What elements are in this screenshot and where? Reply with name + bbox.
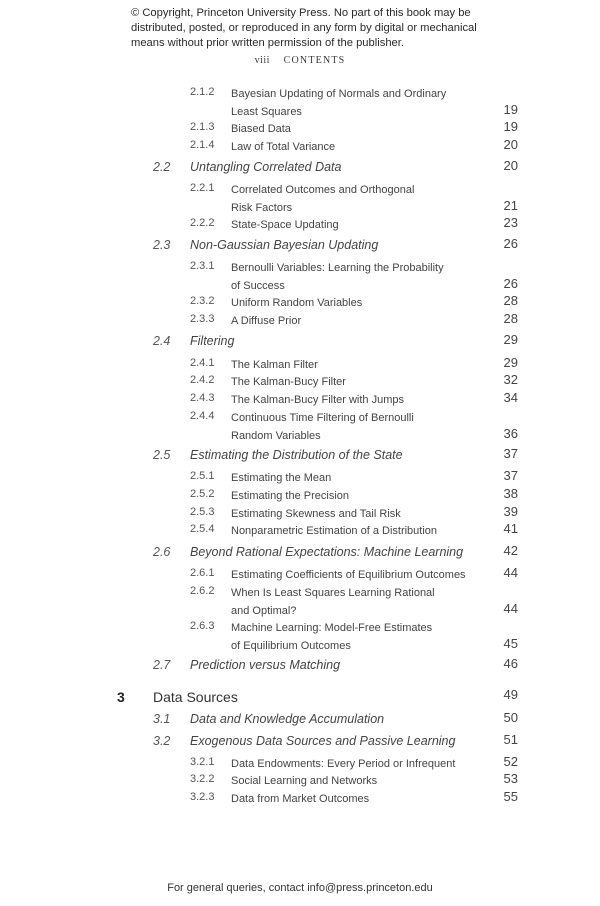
toc-entry-title <box>231 567 466 585</box>
page-number: viii <box>254 55 270 66</box>
toc-entry-title-line: When Is Least Squares Learning Rational <box>231 587 435 599</box>
toc-entry-title <box>190 712 384 726</box>
toc-entry-title <box>231 773 377 791</box>
toc-entry-title-line: Data Endowments: Every Period or Infrequent <box>231 758 456 770</box>
section-label: CONTENTS <box>283 55 346 66</box>
toc-entry-title <box>231 470 331 488</box>
toc-entry-page: 53 <box>503 771 518 786</box>
toc-entry-title <box>231 506 401 524</box>
toc-entry-number: 2.2.2 <box>190 217 215 229</box>
toc-entry-title <box>231 121 291 139</box>
toc-entry-number: 2.3.3 <box>190 313 215 325</box>
toc-entry-title-line: Machine Learning: Model-Free Estimates <box>231 622 433 634</box>
toc-entry-title-line: Bayesian Updating of Normals and Ordinary <box>231 88 447 100</box>
toc-entry-number: 2.3.1 <box>190 260 215 272</box>
toc-entry-title-line: Uniform Random Variables <box>231 297 363 309</box>
toc-entry-page: 44 <box>503 565 518 580</box>
toc-entry-page: 20 <box>503 137 518 152</box>
toc-entry-title-line: Estimating the Distribution of the State <box>190 448 403 462</box>
toc-entry-title <box>190 658 340 672</box>
toc-entry-title-line: Data from Market Outcomes <box>231 793 370 805</box>
toc-entry-number: 3 <box>117 689 125 705</box>
toc-entry-page: 26 <box>503 236 518 251</box>
toc-entry-number: 2.2 <box>153 160 171 174</box>
toc-entry-title-line: Data and Knowledge Accumulation <box>190 712 385 726</box>
toc-entry-page: 39 <box>503 504 518 519</box>
toc-entry-title-line: The Kalman-Bucy Filter <box>231 376 346 388</box>
toc-entry-title-line: Nonparametric Estimation of a Distribution <box>231 525 438 537</box>
toc-entry-number: 2.5.2 <box>190 488 215 500</box>
toc-entry-number: 2.1.4 <box>190 139 215 151</box>
toc-entry-number: 3.1 <box>153 712 171 726</box>
toc-entry-page: 32 <box>503 372 518 387</box>
toc-entry-page: 50 <box>503 710 518 725</box>
toc-entry-title <box>231 357 318 375</box>
toc-entry-title-line: Bernoulli Variables: Learning the Probability <box>231 262 444 274</box>
toc-entry-number: 2.1.2 <box>190 86 215 98</box>
toc-entry-title-line: Estimating the Precision <box>231 490 349 502</box>
toc-entry-title-line: Prediction versus Matching <box>190 658 341 672</box>
toc-entry-title-line: Risk Factors <box>231 201 293 214</box>
toc-entry-page: 23 <box>503 215 518 230</box>
toc-entry-page: 19 <box>503 119 518 134</box>
toc-entry-title-line: Social Learning and Networks <box>231 775 378 787</box>
toc-entry-number: 2.5.3 <box>190 506 215 518</box>
footer-contact: For general queries, contact info@press.princeton.edu <box>167 882 433 894</box>
toc-entry-number: 2.1.3 <box>190 121 215 133</box>
toc-entry-title <box>190 545 463 559</box>
toc-entry-number: 2.6.2 <box>190 585 215 597</box>
copyright-notice: © Copyright, Princeton University Press. No part of this book may be distributed, posted, or reproduced in any form by digital or mechanical means without prior written permission of the publisher. <box>131 7 477 49</box>
toc-entry-page: 42 <box>503 543 518 558</box>
toc-entry-title-line: Beyond Rational Expectations: Machine Learning <box>190 545 464 559</box>
toc-entry-page: 19 <box>503 102 518 117</box>
toc-entry-title-line: State-Space Updating <box>231 219 339 231</box>
toc-entry-number: 2.5.4 <box>190 523 215 535</box>
toc-entry-page: 51 <box>503 732 518 747</box>
toc-entry-title-line: Law of Total Variance <box>231 141 336 153</box>
toc-entry-number: 2.4.2 <box>190 374 215 386</box>
toc-entry-page: 26 <box>503 276 518 291</box>
toc-entry-title-line: and Optimal? <box>231 604 297 617</box>
toc-entry-page: 37 <box>503 468 518 483</box>
toc-entry-title-line: Estimating the Mean <box>231 472 332 484</box>
toc-entry-number: 2.4.1 <box>190 357 215 369</box>
toc-entry-title <box>231 313 301 331</box>
toc-entry-title <box>231 585 435 620</box>
toc-entry-title-line: Random Variables <box>231 429 321 442</box>
toc-entry-title-line: A Diffuse Prior <box>231 315 302 327</box>
toc-entry-title-line: Data Sources <box>153 689 238 705</box>
toc-entry-title <box>231 620 432 655</box>
toc-entry-title-line: Continuous Time Filtering of Bernoulli <box>231 412 414 424</box>
toc-entry-title-line: Untangling Correlated Data <box>190 160 342 174</box>
toc-entry-page: 38 <box>503 486 518 501</box>
toc-entry-number: 3.2 <box>153 734 171 748</box>
toc-entry-page: 37 <box>503 446 518 461</box>
toc-entry-number: 2.5.1 <box>190 470 215 482</box>
toc-entry-number: 2.5 <box>153 448 171 462</box>
toc-entry-page: 44 <box>503 601 518 616</box>
toc-entry-number: 2.3 <box>153 238 171 252</box>
toc-entry-title <box>231 523 437 541</box>
toc-entry-page: 28 <box>503 311 518 326</box>
toc-entry-title <box>231 488 349 506</box>
toc-entry-title-line: of Equilibrium Outcomes <box>231 639 351 652</box>
toc-entry-number: 3.2.2 <box>190 773 215 785</box>
toc-entry-page: 21 <box>503 198 518 213</box>
toc-entry-title <box>190 448 403 462</box>
toc-entry-page: 52 <box>503 754 518 769</box>
toc-entry-title <box>231 86 446 121</box>
toc-entry-title <box>190 334 234 348</box>
toc-entry-title <box>231 791 369 809</box>
toc-entry-title-line: Correlated Outcomes and Orthogonal <box>231 184 415 196</box>
toc-entry-number: 2.2.1 <box>190 182 215 194</box>
toc-entry-title <box>231 182 414 217</box>
toc-entry-title <box>231 139 335 157</box>
toc-entry-number: 2.6.3 <box>190 620 215 632</box>
toc-entry-number: 2.4.3 <box>190 392 215 404</box>
toc-entry-title-line: The Kalman-Bucy Filter with Jumps <box>231 394 404 406</box>
toc-entry-number: 2.3.2 <box>190 295 215 307</box>
toc-entry-page: 28 <box>503 293 518 308</box>
toc-entry-title-line: Non-Gaussian Bayesian Updating <box>190 238 379 252</box>
toc-entry-title <box>153 689 238 705</box>
toc-entry-title-line: Estimating Skewness and Tail Risk <box>231 508 401 520</box>
toc-entry-title <box>231 756 455 774</box>
toc-entry-title <box>231 295 362 313</box>
toc-entry-title <box>190 160 341 174</box>
toc-entry-page: 49 <box>503 687 518 702</box>
toc-entry-title-line: of Success <box>231 279 285 292</box>
toc-entry-page: 36 <box>503 426 518 441</box>
toc-entry-title-line: Filtering <box>190 334 235 348</box>
toc-entry-title <box>231 374 346 392</box>
toc-entry-page: 41 <box>503 521 518 536</box>
toc-entry-title <box>190 734 455 748</box>
toc-entry-title-line: Estimating Coefficients of Equilibrium Outcomes <box>231 569 466 581</box>
toc-entry-page: 29 <box>503 355 518 370</box>
toc-entry-title <box>231 217 339 235</box>
toc-entry-number: 3.2.1 <box>190 756 215 768</box>
toc-entry-number: 3.2.3 <box>190 791 215 803</box>
toc-entry-number: 2.6.1 <box>190 567 215 579</box>
toc-entry-title-line: Exogenous Data Sources and Passive Learning <box>190 734 456 748</box>
toc-entry-number: 2.4 <box>153 334 171 348</box>
toc-entry-page: 45 <box>503 636 518 651</box>
toc-entry-page: 55 <box>503 789 518 804</box>
toc-entry-number: 2.7 <box>153 658 171 672</box>
toc-entry-page: 29 <box>503 332 518 347</box>
running-head <box>0 55 600 66</box>
toc-entry-number: 2.6 <box>153 545 171 559</box>
toc-entry-page: 34 <box>503 390 518 405</box>
toc-entry-page: 46 <box>503 656 518 671</box>
toc-entry-title-line: Least Squares <box>231 105 302 118</box>
toc-entry-title <box>231 392 404 410</box>
toc-entry-title-line: Biased Data <box>231 123 291 135</box>
toc-entry-number: 2.4.4 <box>190 410 215 422</box>
toc-entry-title <box>231 260 444 295</box>
toc-entry-title <box>231 410 414 445</box>
toc-entry-page: 20 <box>503 158 518 173</box>
toc-entry-title-line: The Kalman Filter <box>231 359 318 371</box>
toc-entry-title <box>190 238 378 252</box>
